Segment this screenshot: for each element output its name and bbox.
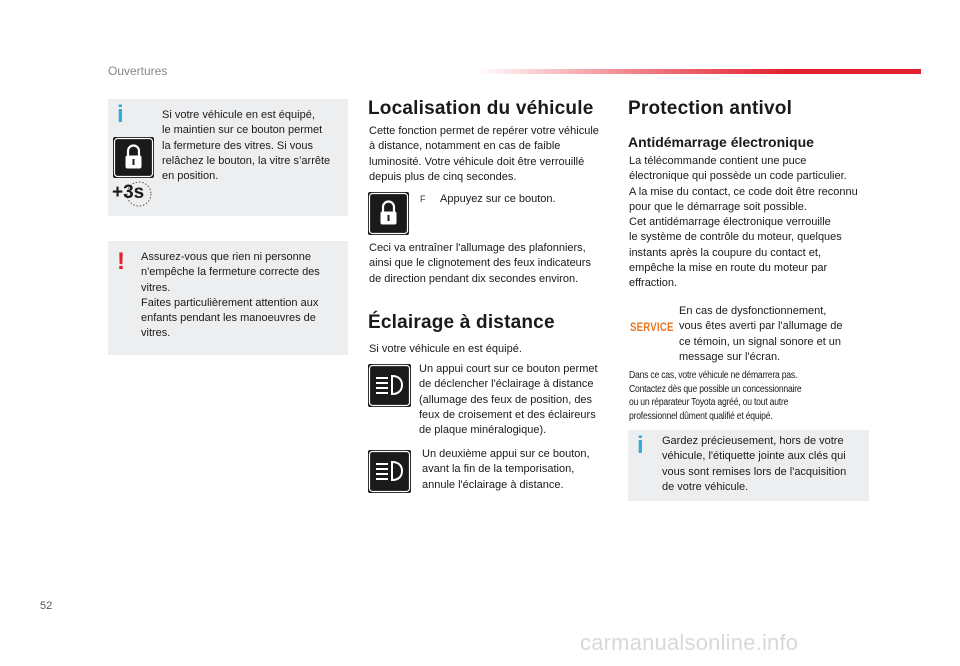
lock-button-icon (113, 137, 154, 178)
press-button-step: Appuyez sur ce bouton. (440, 193, 556, 205)
vehicle-location-intro: Cette fonction permet de repérer votre véhicule à distance, notamment en cas de faible luminosité. Votre véhicule doit être verrouillé depuis plus de cinq secondes. (369, 125, 599, 183)
vehicle-location-title: Localisation du véhicule (368, 98, 594, 119)
step-bullet: F (420, 194, 426, 204)
page-number: 52 (40, 600, 53, 612)
info-icon: i (117, 101, 124, 128)
hold-3s-icon: +3s (110, 180, 154, 208)
anti-theft-title: Protection antivol (628, 98, 793, 119)
header-accent-line (476, 69, 921, 74)
immobiliser-subtitle: Antidémarrage électronique (628, 134, 814, 150)
lock-button-icon (368, 192, 409, 235)
remote-lighting-step2: Un deuxième appui sur ce bouton, avant la fin de la temporisation, annule l'éclairage à distance. (422, 448, 590, 491)
remote-lighting-step1: Un appui court sur ce bouton permet de déclencher l'éclairage à distance (allumage des feux de position, des feux de croisement et des éclaireurs de plaque minéralogique). (419, 363, 598, 437)
info-text-window-closing: Si votre véhicule en est équipé, le maintien sur ce bouton permet la fermeture des vitres. Si vous relâchez le bouton, la vitre s’arrête en position. (162, 109, 331, 183)
remote-lighting-intro: Si votre véhicule en est équipé. (369, 343, 522, 355)
immobiliser-text: La télécommande contient une puce électronique qui possède un code particulier. A la mise du contact, ce code doit être reconnu pour que le démarrage soit possible. Cet antidémarrage électronique verrouille le système de contrôle du moteur, quelques instants après la coupure du contact et, empêche la mise en route du moteur par effraction. (629, 155, 858, 290)
malfunction-text: En cas de dysfonctionnement, vous êtes averti par l'allumage de ce témoin, un signal sonore et un message sur l'écran. (679, 305, 843, 363)
headlight-button-icon (368, 450, 411, 493)
remote-lighting-title: Éclairage à distance (368, 312, 555, 333)
dealer-note: Dans ce cas, votre véhicule ne démarrera pas. Contactez dès que possible un concessionnaire ou un réparateur Toyota agréé, ou tout autre professionnel dûment qualifié et équipé. (629, 370, 802, 422)
watermark: carmanualsonline.info (580, 630, 799, 655)
warning-icon: ! (117, 248, 125, 275)
service-warning-icon: SERVICE (630, 320, 674, 334)
warning-text: Assurez-vous que rien ni personne n'empêche la fermeture correcte des vitres. Faites particulièrement attention aux enfants pendant les manoeuvres de vitres. (141, 251, 320, 340)
section-title: Ouvertures (108, 64, 168, 78)
key-label-text: Gardez précieusement, hors de votre véhicule, l'étiquette jointe aux clés qui vous sont remises lors de l'acquisition de votre véhicule. (662, 435, 847, 493)
headlight-button-icon (368, 364, 411, 407)
info-icon: i (637, 432, 644, 459)
vehicle-location-result: Ceci va entraîner l'allumage des plafonniers, ainsi que le clignotement des feux indicateurs de direction pendant dix secondes environ. (369, 242, 591, 285)
